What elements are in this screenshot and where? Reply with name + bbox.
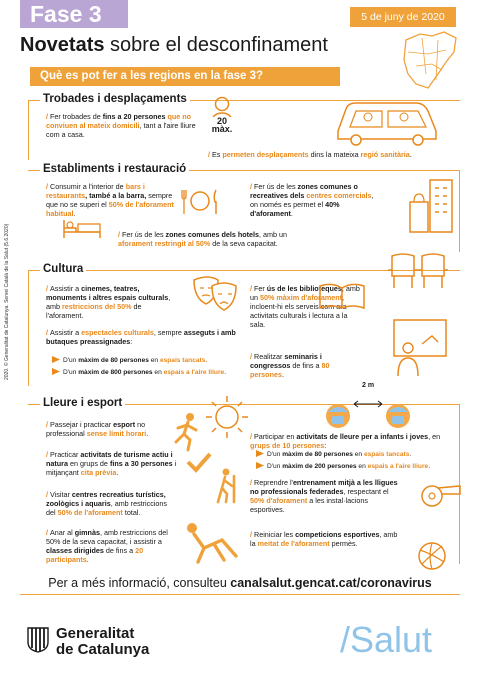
trobades-item-2: / Es permeten desplaçaments dins la mateixa regió sanitària.	[208, 150, 412, 159]
catalonia-map-icon	[398, 30, 460, 92]
subtitle-bar: Què es pot fer a les regions en la fase 3?	[30, 67, 340, 86]
volleyball-icon	[416, 540, 448, 572]
cultura-item-1: / Assistir a cinemes, teatres, monuments i altres espais culturals, amb restriccions del 50% de l'aforament.	[46, 284, 171, 320]
footer-link[interactable]: canalsalut.gencat.cat/coronavirus	[230, 576, 432, 590]
copyright-credit: 2020. © Generalitat de Catalunya. Servei Català de la Salut (5.6.2020)	[4, 223, 10, 380]
page-title	[20, 34, 328, 57]
sun-icon	[204, 394, 250, 440]
cultura-subitem-1: D'un màxim de 80 persones en espais tancats.	[52, 356, 242, 365]
theatre-masks-icon	[190, 274, 240, 314]
distance-label: 2 m	[362, 382, 375, 389]
cultura-item-2: / Assistir a espectacles culturals, sempre asseguts i amb butaques preassignades:	[46, 328, 236, 346]
whistle-icon	[418, 480, 462, 508]
runner-icon	[172, 412, 202, 452]
bed-icon	[62, 216, 102, 240]
trobades-title: Trobades i desplaçaments	[40, 93, 190, 105]
establiments-item-2: / Fer ús de les zones comunes o recreatives dels centres comercials, on només es permet el 40% d'aforament.	[250, 182, 374, 218]
phase-badge: Fase 3	[20, 0, 128, 28]
lleure-subitem-2: D'un màxim de 200 persones en espais a l'aire lliure.	[256, 462, 456, 471]
theatre-seats-icon	[386, 252, 450, 292]
lleure-item-6: / Reprendre l'entrenament mitjà a les lligues no professionals federades, respectant el 50% d'aforament a les instal·lacions esportives.	[250, 478, 398, 514]
establiments-title: Establiments i restauració	[40, 163, 189, 175]
lleure-title: Lleure i esport	[40, 397, 125, 409]
car-icon	[332, 99, 442, 147]
two-metre-distance-icon	[324, 390, 412, 432]
date-badge: 5 de juny de 2020	[350, 7, 456, 27]
cultura-item-4: / Realitzar seminaris i congressos de fins a 80 persones.	[250, 352, 330, 379]
salut-brand: /Salut	[340, 619, 433, 660]
footer-divider	[20, 594, 460, 595]
shopping-building-icon	[406, 176, 456, 236]
establiments-item-1: / Consumir a l'interior de bars i restaurants, també a la barra, sempre que no se superi el 50% de l'aforament habitual.	[46, 182, 174, 218]
lleure-item-7: / Reiniciar les competicions esportives, amb la meitat de l'aforament permès.	[250, 530, 398, 548]
generalitat-name: Generalitat de Catalunya	[56, 625, 150, 658]
generalitat-emblem-icon	[26, 626, 50, 652]
lleure-item-4: / Anar al gimnàs, amb restriccions del 50% de la seva capacitat, i assistir a classes dirigides de fins a 20 participants.	[46, 528, 168, 564]
open-book-icon	[318, 282, 366, 310]
cultura-item-3: / Fer ús de les biblioteques, amb un 50% màxim d'aforament, incloent-hi els serveis com ara activitats culturals i lectura a la sala.	[250, 284, 360, 329]
presenter-icon	[392, 318, 448, 380]
lleure-subitem-1: D'un màxim de 80 persones en espais tancats.	[256, 450, 456, 459]
cutlery-icon	[180, 186, 220, 216]
cultura-subitem-2: D'un màxim de 800 persones en espais a l'aire lliure.	[52, 368, 242, 377]
trobades-item-1: / Fer trobades de fins a 20 persones que no conviuen al mateix domicili, tant a l'aire lliure com a casa.	[46, 112, 196, 139]
title-rest: sobre el desconfinament	[104, 34, 328, 56]
gym-exercise-icon	[180, 520, 242, 564]
lleure-item-1: / Passejar i practicar esport no professional sense límit horari.	[46, 420, 149, 438]
footer-info: Per a més informació, consulteu canalsalut.gencat.cat/coronavirus	[48, 576, 432, 590]
establiments-item-3: / Fer ús de les zones comunes dels hotels, amb un aforament restringit al 50% de la seva capacitat.	[118, 230, 287, 248]
title-bold: Novetats	[20, 34, 105, 56]
cultura-title: Cultura	[40, 263, 86, 275]
hiker-icon	[212, 468, 240, 504]
checkmark-icon	[186, 452, 212, 472]
max-20-badge: 20 màx.	[206, 117, 238, 133]
lleure-item-3: / Visitar centres recreatius turístics, zoològics i aquaris, amb restriccions del 50% de l'aforament total.	[46, 490, 168, 517]
lleure-item-5: / Participar en activitats de lleure per a infants i joves, en grups de 10 persones:	[250, 432, 441, 450]
lleure-item-2: / Practicar activitats de turisme actiu i natura en grups de fins a 30 persones i mitjançant cita prèvia.	[46, 450, 177, 477]
